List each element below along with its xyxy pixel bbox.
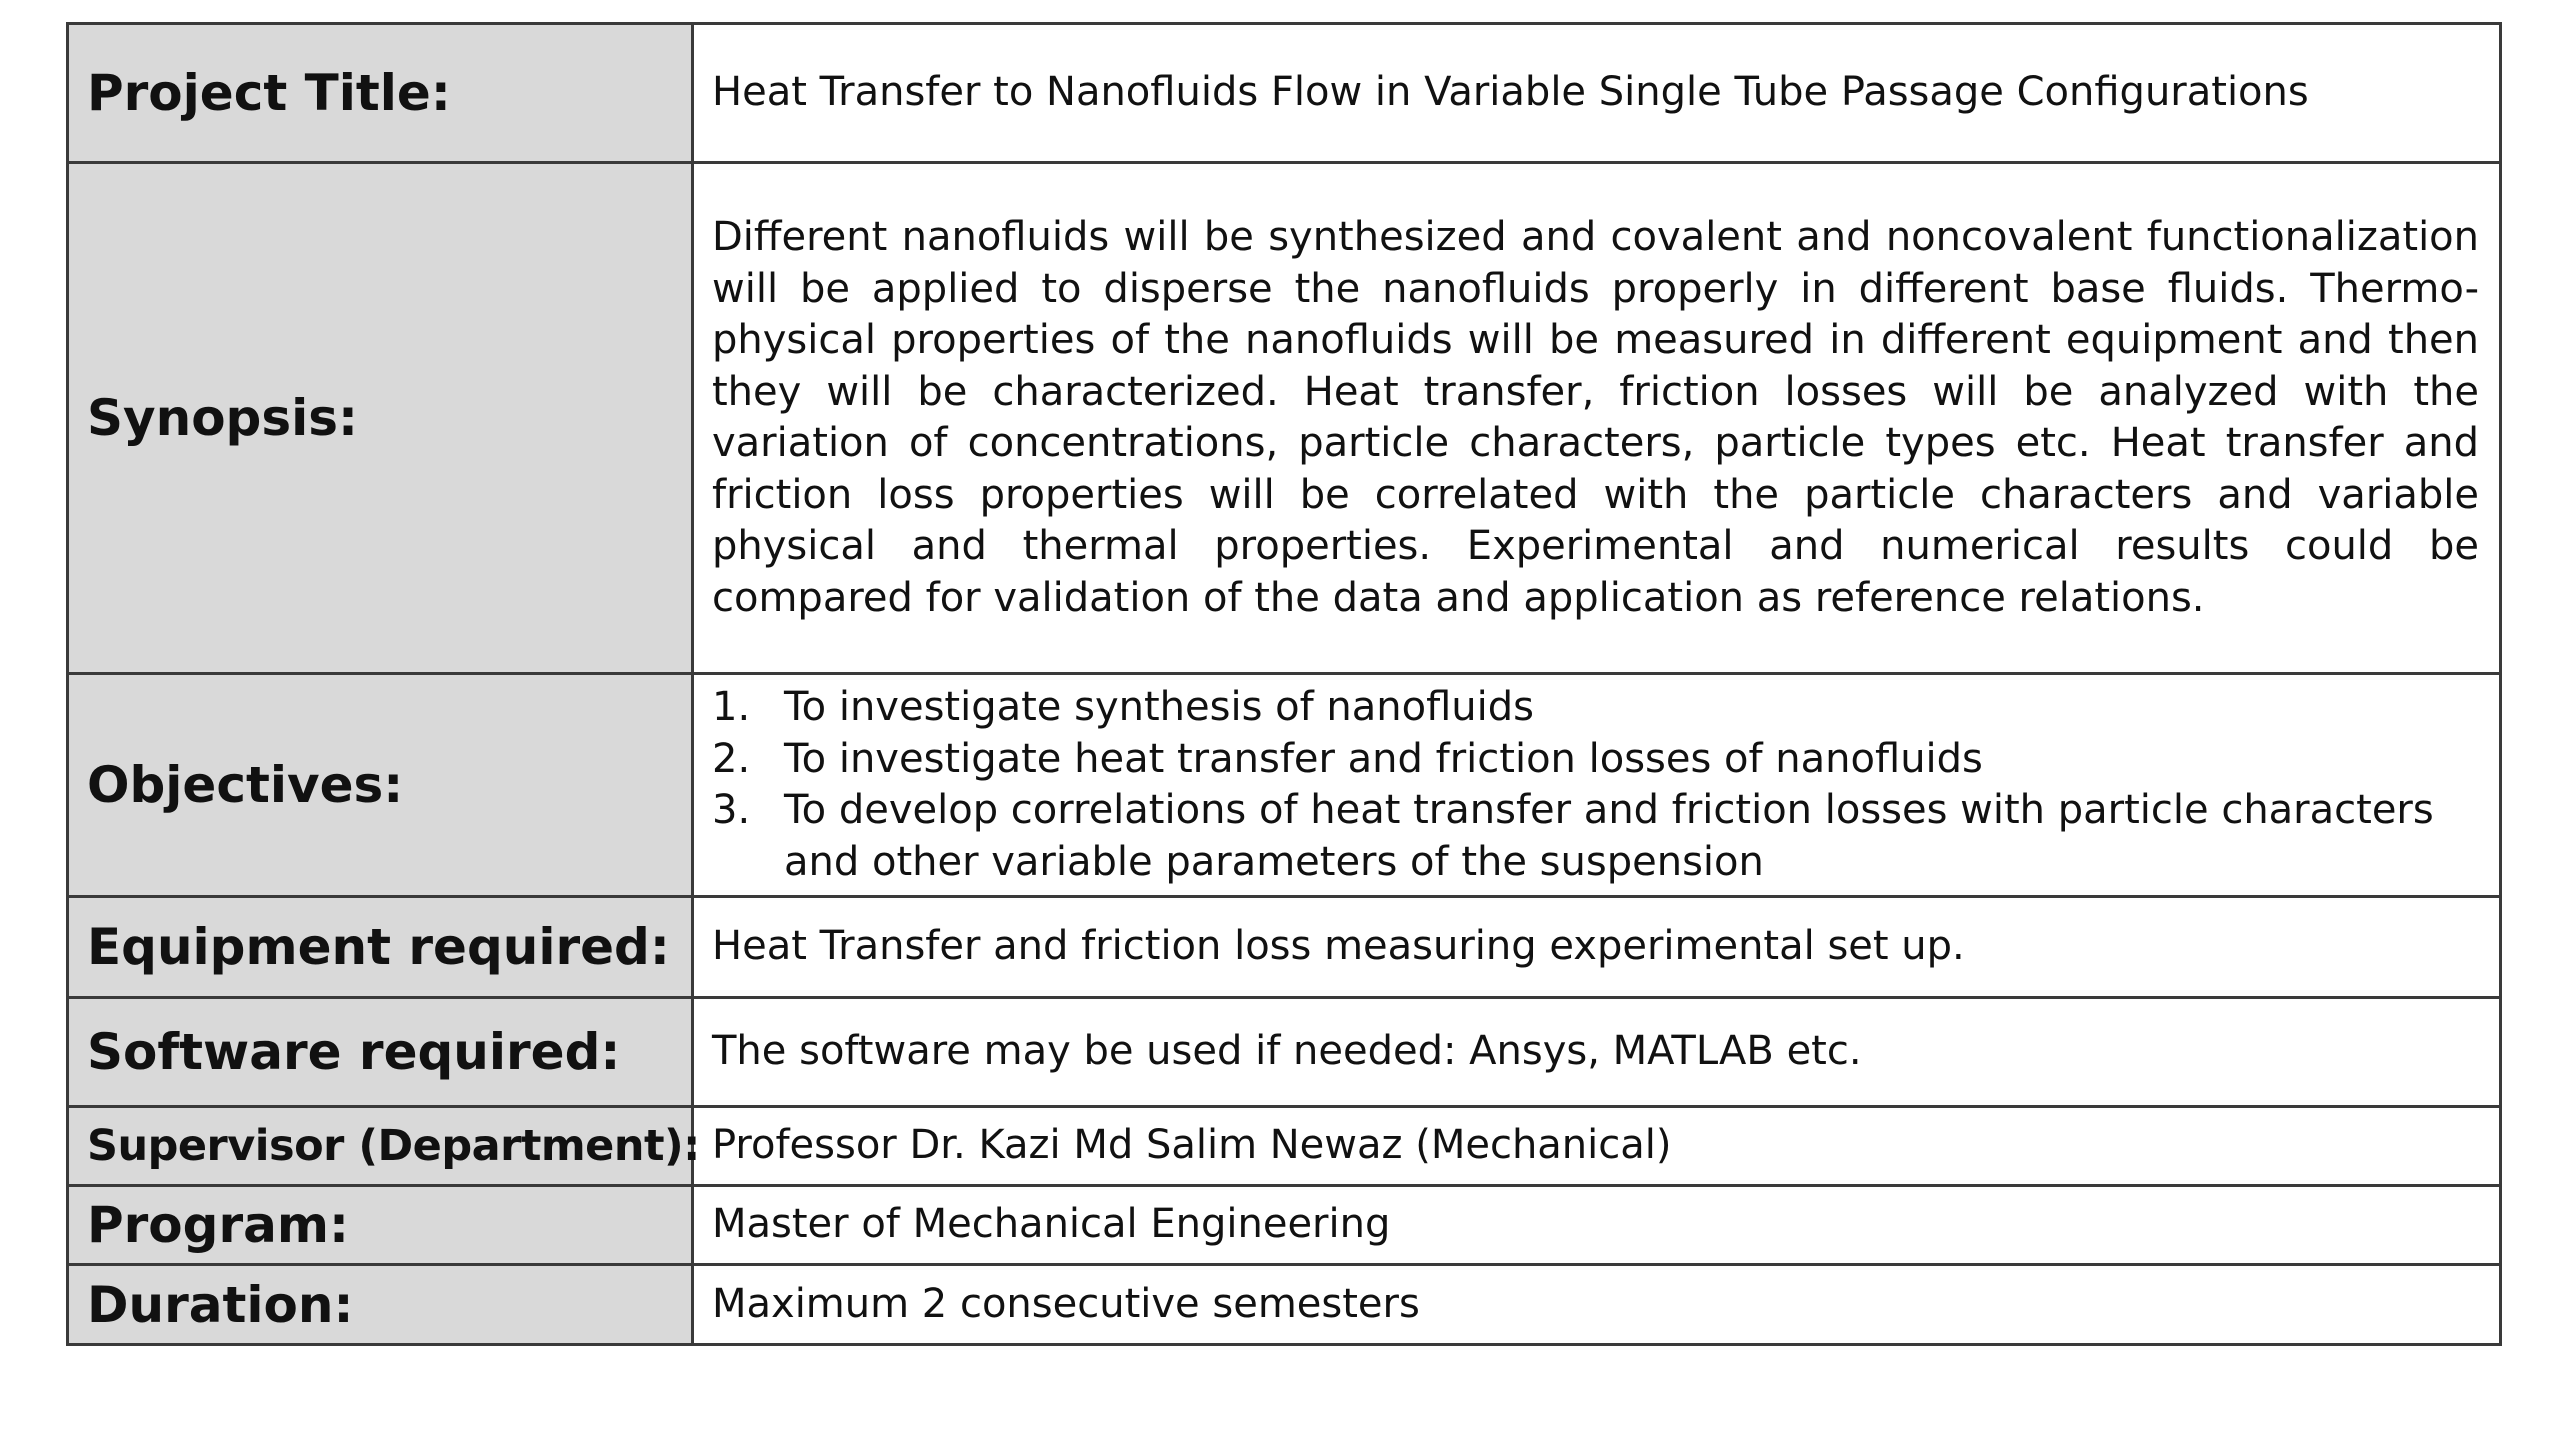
objective-text: To investigate synthesis of nanofluids	[784, 684, 1534, 730]
objective-text: To develop correlations of heat transfer and friction losses with particle characters and other variable parameters of the suspension	[784, 787, 2434, 885]
objective-number: 3.	[712, 787, 751, 833]
software-label: Software required:	[68, 998, 693, 1107]
duration-label: Duration:	[68, 1265, 693, 1345]
table-row-duration	[68, 1265, 2501, 1345]
objective-item	[712, 682, 2479, 734]
project-title-value: Heat Transfer to Nanofluids Flow in Variable Single Tube Passage Configurations	[693, 24, 2501, 163]
synopsis-text: Different nanofluids will be synthesized and covalent and noncovalent functionalization will be applied to disperse the nanofluids properly in different base fluids. Thermo-physical properties of the nanofluids will be measured in different equipment and then they will be characterized. Heat transfer, friction losses will be analyzed with the variation of concentrations, particle characters, particle types etc. Heat transfer and friction loss properties will be correlated with the particle characters and variable physical and thermal properties. Experimental and numerical results could be compared for validation of the data and application as reference relations.	[693, 163, 2501, 674]
supervisor-value: Professor Dr. Kazi Md Salim Newaz (Mechanical)	[693, 1107, 2501, 1186]
program-label: Program:	[68, 1186, 693, 1265]
project-details-table	[66, 22, 2502, 1346]
objectives-cell	[693, 674, 2501, 897]
objective-item	[712, 785, 2479, 888]
objectives-list	[712, 682, 2479, 888]
table-row-equipment	[68, 897, 2501, 998]
project-title-label: Project Title:	[68, 24, 693, 163]
equipment-label: Equipment required:	[68, 897, 693, 998]
objectives-label: Objectives:	[68, 674, 693, 897]
project-sheet	[66, 22, 2502, 1346]
objective-text: To investigate heat transfer and friction losses of nanofluids	[784, 735, 1983, 782]
supervisor-label: Supervisor (Department):	[68, 1107, 693, 1186]
table-row-supervisor	[68, 1107, 2501, 1186]
objective-number: 1.	[712, 684, 751, 730]
table-row-project-title	[68, 24, 2501, 163]
table-row-synopsis	[68, 163, 2501, 674]
program-value: Master of Mechanical Engineering	[693, 1186, 2501, 1265]
table-row-program	[68, 1186, 2501, 1265]
objective-number: 2.	[712, 735, 751, 782]
duration-value: Maximum 2 consecutive semesters	[693, 1265, 2501, 1345]
software-value: The software may be used if needed: Ansys, MATLAB etc.	[693, 998, 2501, 1107]
synopsis-label: Synopsis:	[68, 163, 693, 674]
equipment-value: Heat Transfer and friction loss measuring experimental set up.	[693, 897, 2501, 998]
table-row-objectives	[68, 674, 2501, 897]
table-row-software	[68, 998, 2501, 1107]
objective-item	[712, 734, 2479, 786]
